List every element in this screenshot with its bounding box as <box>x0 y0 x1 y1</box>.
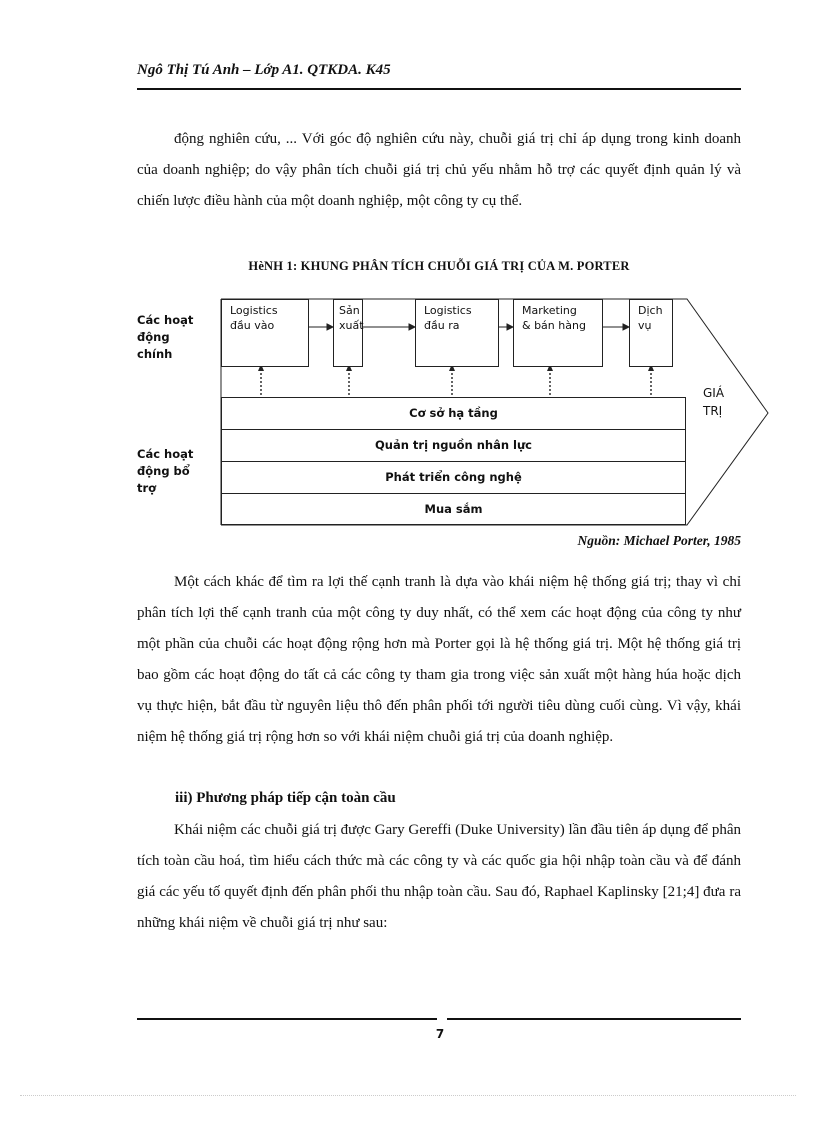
primary-activity-box <box>221 299 309 367</box>
paragraph-intro-text: động nghiên cứu, ... Với góc độ nghiên cứu này, chuỗi giá trị chỉ áp dụng trong kinh doanh của doanh nghiệp; do vậy phân tích chuỗi giá trị chủ yếu nhằm hỗ trợ các quyết định quản lý và chiến lược điều hành của một doanh nghiệp, một công ty cụ thể. <box>137 131 741 209</box>
support-activity-row: Phát triển công nghệ <box>385 470 522 484</box>
figure-title: HèNH 1: KHUNG PHÂN TÍCH CHUỖI GIÁ TRỊ CỦA M. PORTER <box>248 259 630 273</box>
support-activity-row: Cơ sở hạ tầng <box>409 406 498 420</box>
paragraph-global-approach-text: Khái niệm các chuỗi giá trị được Gary Gereffi (Duke University) lần đầu tiên áp dụng để phân tích toàn cầu hoá, tìm hiểu cách thức mà các công ty và các quốc gia hội nhập toàn cầu và để đánh giá các yếu tố quyết định đến phân phối thu nhập toàn cầu. Sau đó, Raphael Kaplinsky [21;4] đưa ra những khái niệm về chuỗi giá trị như sau: <box>137 822 741 931</box>
value-chain-diagram <box>137 275 777 535</box>
box-line: Logistics <box>230 304 278 317</box>
support-activity-row: Quản trị nguồn nhân lực <box>375 438 532 452</box>
value-label-line: GIÁ <box>703 386 725 400</box>
primary-activity-box <box>513 299 603 367</box>
primary-activity-box <box>629 299 673 367</box>
box-line: & bán hàng <box>522 319 586 332</box>
box-line: xuất <box>339 319 364 332</box>
header-rule <box>137 88 741 90</box>
paragraph-value-system <box>137 567 741 753</box>
box-line: Logistics <box>424 304 472 317</box>
box-line: Dịch <box>638 304 663 317</box>
primary-activity-box <box>333 299 363 367</box>
support-activity-row: Mua sắm <box>424 502 483 516</box>
box-line: đầu ra <box>424 319 460 332</box>
page-header: Ngô Thị Tú Anh – Lớp A1. QTKDA. K45 <box>137 62 391 78</box>
value-label-line: TRỊ <box>703 404 723 418</box>
primary-activity-box <box>415 299 499 367</box>
box-line: Sản <box>339 304 360 317</box>
figure-source: Nguồn: Michael Porter, 1985 <box>577 533 741 548</box>
footer-rule-left <box>137 1018 437 1020</box>
primary-activities-label: Các hoạt động chính <box>137 313 194 361</box>
paragraph-global-approach <box>137 815 741 939</box>
box-line: vụ <box>638 319 652 332</box>
box-line: đầu vào <box>230 319 275 332</box>
paragraph-value-system-text: Một cách khác để tìm ra lợi thế cạnh tranh là dựa vào khái niệm hệ thống giá trị; thay vì chỉ phân tích lợi thế cạnh tranh của một công ty duy nhất, có thể xem các hoạt động của công ty như một phần của chuỗi các hoạt động rộng hơn mà Porter gọi là hệ thống giá trị. Một hệ thống giá trị bao gồm các hoạt động do tất cả các công ty tham gia trong việc sản xuất một hàng húa hoặc dịch vụ thực hiện, bắt đầu từ nguyên liệu thô đến phân phối tới người tiêu dùng cuối cùng. Vì vậy, khái niệm hệ thống giá trị rộng hơn so với khái niệm chuỗi giá trị của doanh nghiệp. <box>137 574 741 745</box>
page-number: 7 <box>435 1027 445 1041</box>
footer-rule-right <box>447 1018 741 1020</box>
support-activities-label: Các hoạt động bổ trợ <box>137 447 194 495</box>
paragraph-intro <box>137 124 741 217</box>
value-label <box>703 384 743 420</box>
box-line: Marketing <box>522 304 577 317</box>
section-heading: iii) Phương pháp tiếp cận toàn cầu <box>175 790 396 806</box>
page-bottom-dotted-line <box>20 1095 796 1096</box>
